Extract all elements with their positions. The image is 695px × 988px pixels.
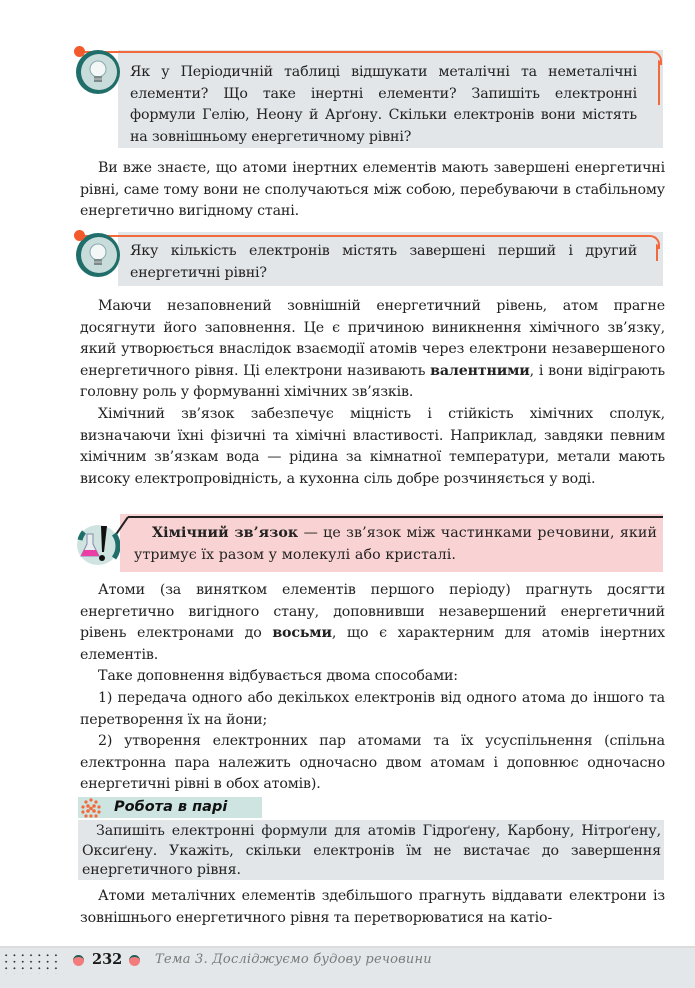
accent-line-vertical (656, 244, 658, 261)
term-eight: восьми (272, 625, 332, 642)
pair-work-header (78, 797, 262, 818)
decor-dot-left (73, 955, 84, 966)
paragraph-2 (80, 296, 665, 404)
paragraph-4-text: Атоми (за винятком елементів першого періоду) прагнуть досягти енергетично вигідного стану, доповнивши незавершений енергетичний рівень електронами до (80, 582, 665, 642)
paragraph-2-text-end: , і вони відіграють головну роль у формуванні хімічних зв’язків. (80, 362, 665, 401)
term-valence: валентними (430, 362, 530, 379)
definition-body: — це зв’язок між частинками речовини, який утримує їх разом у молекулі або кристалі. (134, 525, 658, 563)
pair-work-text: Запишіть електронні формули для атомів Гідроґену, Карбону, Нітроґену, Оксиґену. Укажіть, скільки електронів їм не вистачає до завершення енергетичного рівня. (82, 823, 661, 878)
definition-term: Хімічний зв’язок (152, 525, 299, 541)
paragraph-1: Ви вже знаєте, що атоми інертних елементів мають завершені енергетичні рівні, саме тому вони не сполучаються між собою, перебуваючи в стабільному енергетично вигідному стані. (80, 160, 665, 220)
question-box-1 (118, 50, 663, 148)
lightbulb-icon (76, 50, 120, 94)
flask-exclamation-icon (76, 520, 120, 566)
question-text-2: Яку кількість електронів містять завершені перший і другий енергетичні рівні? (130, 243, 637, 281)
list-item: 2) утворення електронних пар атомами та їх усуспільнення (спільна електронна пара належить одночасно двом атомам і доповнює одночасно енергетичні рівні в обох атомів). (80, 733, 665, 793)
definition-text (134, 523, 657, 566)
accent-dot (74, 46, 85, 57)
dots-pattern (2, 952, 60, 974)
definition-box (120, 514, 663, 572)
paragraph-4 (80, 580, 665, 666)
paragraph-2-text: Маючи незаповнений зовнішній енергетичний рівень, атом прагне досягнути його заповнення. Це є причиною виникнення хімічного зв’язку, який утворюється внаслідок взаємодії атомів через електрони незавершеного енергетичного рівня. Ці електрони називають (80, 298, 665, 379)
accent-line (84, 235, 650, 237)
paragraph-5: Таке доповнення відбувається двома способами: (98, 668, 458, 684)
dots-cluster-icon (80, 797, 102, 819)
list-item: 1) передача одного або декількох електронів від одного атома до іншого та перетворення їх на йони; (80, 690, 665, 728)
pair-work-title: Робота в парі (114, 799, 228, 815)
page-number: 232 (92, 951, 123, 968)
decor-dot-right (129, 955, 140, 966)
paragraph-4-text-end: , що є характерним для атомів інертних елементів. (80, 625, 666, 663)
question-box-2 (118, 232, 663, 286)
paragraph-6: Атоми металічних елементів здебільшого прагнуть віддавати електрони із зовнішнього енергетичного рівня та перетворюватися на катіо- (80, 888, 665, 926)
definition-line (128, 516, 663, 518)
accent-line (84, 51, 652, 53)
question-text-1: Як у Періодичній таблиці відшукати металічні та неметалічні елементи? Що таке інертні елементи? Запишіть електронні формули Гелію, Неону й Арґону. Скільки електронів вони містять на зовнішньому енергетичному рівні? (130, 64, 637, 145)
chapter-title: Тема 3. Досліджуємо будову речовини (155, 952, 432, 967)
page-footer (0, 946, 695, 988)
accent-dot (74, 230, 85, 241)
accent-line-vertical (658, 60, 660, 105)
pair-work-box (78, 820, 664, 880)
paragraph-3: Хімічний зв’язок забезпечує міцність і стійкість хімічних сполук, визначаючи їхні фізичні та хімічні властивості. Наприклад, завдяки певним хімічним зв’язкам вода — рідина за кімнатної температури, метали мають високу електропровідність, а кухонна сіль добре розчиняється у воді. (80, 406, 665, 487)
